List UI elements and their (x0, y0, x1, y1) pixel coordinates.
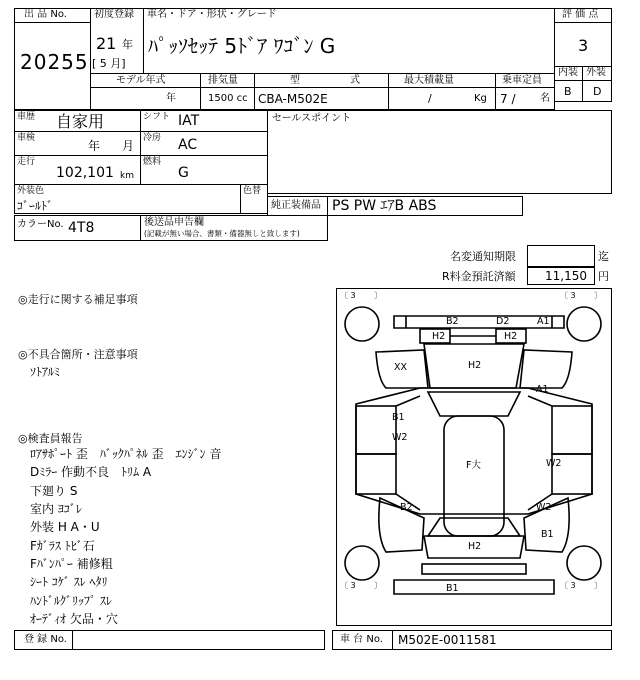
mark-rear-hatch: H2 (468, 541, 482, 552)
equipment-label: 純正装備品 (271, 200, 321, 211)
tire-label-front-right: 〔 3 〕 (560, 291, 603, 300)
ext-color: ｺﾞｰﾙﾄﾞ (17, 199, 54, 213)
capacity: 7 / (500, 92, 516, 106)
equipment-divider (327, 196, 328, 216)
spec-col-line-2 (254, 73, 255, 110)
type-label: 型 (290, 75, 300, 86)
reg-no-label: 登 録 No. (24, 634, 67, 645)
inspector-line: ﾊﾝﾄﾞﾙｸﾞﾘｯﾌﾟ ｽﾚ (30, 594, 112, 608)
inspector-line: ﾛｱｻﾎﾟｰﾄ 歪 ﾊﾞｯｸﾊﾟﾈﾙ 歪 ｴﾝｼﾞﾝ 音 (30, 447, 222, 461)
fender-right (520, 350, 572, 388)
lot-number-label: 出 品 No. (24, 9, 67, 20)
lot-number: 20255 (20, 50, 89, 74)
max-load: / (428, 92, 432, 105)
wheel-front-left (345, 307, 379, 341)
capacity-unit: 名 (540, 93, 550, 104)
mark-door-front-left-2: W2 (392, 432, 408, 443)
inspection-year: 年 (88, 139, 101, 153)
car-name-label: 車名・ドア・形状・グレード (147, 9, 277, 20)
sales-point-label: セールスポイント (272, 113, 352, 124)
aftermarket-note: (記載が無い場合、書類・備器無しと致します) (144, 229, 300, 238)
fuel: G (178, 165, 189, 181)
color-change-divider (240, 184, 241, 214)
wheel-rear-left (345, 546, 379, 580)
mark-fender-left: XX (394, 362, 408, 373)
door-front-left (356, 406, 396, 454)
defects-label: ◎不具合箇所・注意事項 (18, 348, 138, 361)
first-registration-label: 初度登録 (94, 9, 134, 20)
interior-label: 内装 (558, 67, 578, 78)
exterior-grade: D (593, 85, 602, 98)
model-type: CBA-M502E (258, 92, 328, 106)
windshield (428, 392, 520, 416)
inspector-line: ｵｰﾃﾞｨｵ 欠品・穴 (30, 612, 118, 626)
car-diagram (336, 288, 612, 626)
history: 自家用 (56, 112, 105, 131)
ac-label: 冷房 (143, 133, 162, 143)
ext-color-label: 外装色 (17, 186, 45, 196)
inspection-month: 月 (122, 139, 135, 153)
aftermarket-label: 後送品申告欄 (144, 217, 204, 228)
inspector-line: 下廻り S (30, 484, 78, 498)
inspector-line: Dﾐﾗｰ 作動不良 ﾄﾘﾑ A (30, 465, 152, 479)
detail-row-line-1 (14, 131, 268, 132)
inspection-label: 車検 (17, 133, 36, 143)
mark-fender-right: A1 (536, 384, 549, 395)
detail-row-line-3 (14, 184, 268, 185)
defect-item: ｿﾄｱﾙﾐ (30, 365, 61, 379)
chassis-number: M502E-0011581 (398, 633, 497, 647)
equipment: PS PW ｴｱB ABS (332, 198, 437, 214)
detail-col-line (140, 110, 141, 184)
mark-door-right: W2 (546, 458, 562, 469)
mark-rear-bumper: B1 (446, 583, 459, 594)
mark-door-front-left-1: B1 (392, 412, 405, 423)
spec-col-line-1 (200, 73, 201, 110)
mark-door-rear-right-1: W2 (536, 502, 552, 513)
first-registration-year: 21 (96, 34, 117, 53)
overall-rating: 3 (578, 36, 589, 55)
chassis-divider (392, 630, 393, 650)
exterior-label: 外装 (586, 67, 606, 78)
color-change-label: 色替 (243, 186, 262, 196)
ac: AC (178, 137, 198, 153)
grade-divider-v (582, 66, 583, 102)
mark-front-bumper-right: A1 (537, 316, 550, 327)
inspector-line: 外装 H A・U (30, 520, 100, 534)
wheel-front-right (567, 307, 601, 341)
color-no: 4T8 (68, 220, 95, 236)
max-load-label: 最大積載量 (404, 75, 454, 86)
recycle-label: R料金預託済額 (442, 270, 516, 283)
rear-bumper (394, 580, 554, 594)
rating-label: 評 価 点 (562, 9, 599, 20)
name-change-label: 名変通知期限 (450, 250, 516, 263)
mark-headlight-left: H2 (432, 331, 446, 342)
mark-door-rear-left: B2 (400, 502, 413, 513)
rating-divider (554, 22, 612, 23)
history-label: 車歴 (17, 112, 36, 122)
detail-row-line-2 (14, 155, 268, 156)
inspector-report-label: ◎検査員報告 (18, 432, 83, 445)
inspector-line: Fﾊﾞﾝﾊﾟｰ 補修粗 (30, 557, 113, 571)
tire-label-rear-right: 〔 3 〕 (560, 581, 603, 590)
taillight-strip (422, 564, 526, 574)
chassis-label: 車 台 No. (340, 634, 383, 645)
door-front-right (552, 406, 592, 454)
inspector-line: 室内 ﾖｺﾞﾚ (30, 502, 82, 516)
spec-mid-line (90, 87, 555, 88)
mark-roof: F大 (466, 460, 481, 471)
recycle-amount: 11,150 (545, 269, 587, 283)
shift-label: シフト (143, 112, 171, 122)
max-load-unit: Kg (474, 93, 487, 104)
body-outline (356, 388, 592, 514)
type-label-2: 式 (350, 75, 360, 86)
tire-label-rear-left: 〔 3 〕 (340, 581, 383, 590)
name-change-box (527, 245, 595, 267)
tire-label-front-left: 〔 3 〕 (340, 291, 383, 300)
mark-front-bumper-left: B2 (446, 316, 459, 327)
rear-window (428, 518, 520, 536)
spec-col-line-4 (495, 73, 496, 110)
displacement: 1500 cc (208, 93, 248, 104)
year-char: 年 (122, 38, 133, 51)
wheel-rear-right (567, 546, 601, 580)
reg-no-divider (72, 630, 73, 650)
capacity-label: 乗車定員 (502, 75, 542, 86)
recycle-unit: 円 (598, 270, 609, 283)
mileage-unit: km (120, 171, 134, 181)
spec-col-line-3 (388, 73, 389, 110)
model-year-unit: 年 (166, 93, 176, 104)
interior-grade: B (564, 85, 572, 98)
color-no-label: カラーNo. (17, 219, 64, 230)
shift: IAT (178, 113, 200, 129)
driving-notes-label: ◎走行に関する補足事項 (18, 293, 138, 306)
first-registration-month: [ 5 月] (92, 57, 126, 70)
model-year-label: モデル年式 (116, 75, 166, 86)
mileage-label: 走行 (17, 157, 36, 167)
fuel-label: 燃料 (143, 157, 162, 167)
lot-header-divider (14, 22, 91, 23)
displacement-label: 排気量 (208, 75, 238, 86)
car-name: ﾊﾟｯｿｾｯﾃ 5ﾄﾞｱ ﾜｺﾞﾝ G (148, 34, 336, 58)
mark-headlight-right: H2 (504, 331, 518, 342)
door-rear-left (356, 454, 396, 494)
grade-divider-h2 (554, 80, 612, 81)
mark-door-rear-right-2: B1 (541, 529, 554, 540)
mileage: 102,101 (56, 165, 114, 181)
mark-front-bumper-mid: D2 (496, 316, 510, 327)
name-change-unit: 迄 (598, 250, 609, 263)
inspector-line: Fｶﾞﾗｽ ﾄﾋﾞ石 (30, 539, 95, 553)
inspector-line: ｼｰﾄ ｺｹﾞ ｽﾚ ﾍﾀﾘ (30, 575, 108, 589)
mark-hood: H2 (468, 360, 482, 371)
